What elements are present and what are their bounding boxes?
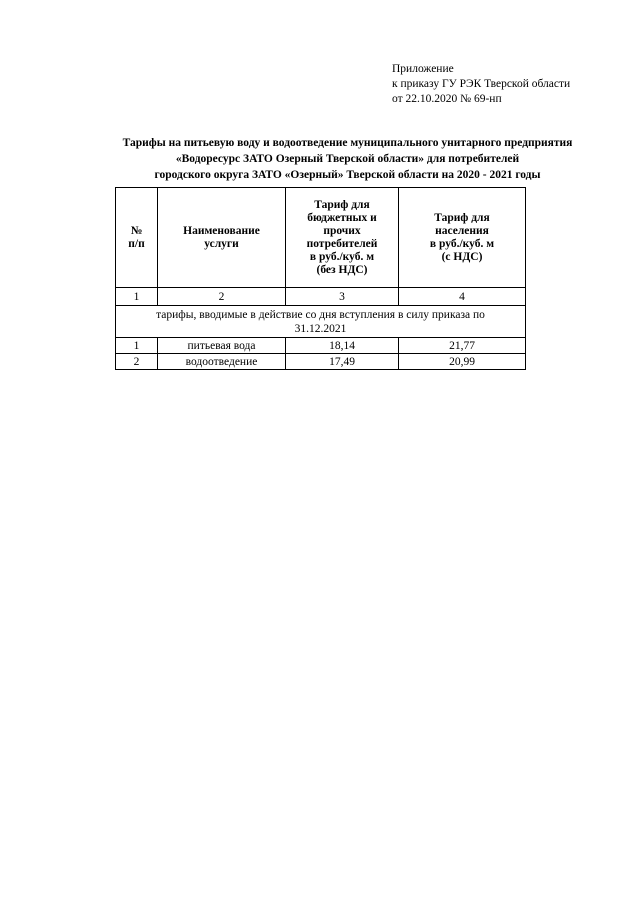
column-number: 4 <box>399 288 526 306</box>
appendix-block <box>392 62 570 107</box>
row-service: водоотведение <box>158 354 286 370</box>
note-row <box>116 306 526 338</box>
appendix-line-2: к приказу ГУ РЭК Тверской области <box>392 78 571 90</box>
column-number: 3 <box>286 288 399 306</box>
header-population-tariff: Тариф для населения в руб./куб. м (с НДС) <box>399 188 526 288</box>
row-budget-tariff: 18,14 <box>286 338 399 354</box>
column-number: 2 <box>158 288 286 306</box>
table-row <box>116 338 526 354</box>
table-header-row <box>116 188 526 288</box>
title-line-1: Тарифы на питьевую воду и водоотведение муниципального унитарного предприятия <box>122 137 573 149</box>
document-title <box>60 135 635 183</box>
column-number: 1 <box>116 288 158 306</box>
tariffs-table <box>115 187 526 370</box>
title-line-3: городского округа ЗАТО «Озерный» Тверской области на 2020 - 2021 годы <box>154 169 541 181</box>
row-num: 1 <box>116 338 158 354</box>
header-num: № п/п <box>116 188 158 288</box>
row-budget-tariff: 17,49 <box>286 354 399 370</box>
appendix-line-3: от 22.10.2020 № 69-нп <box>392 93 502 105</box>
header-service: Наименование услуги <box>158 188 286 288</box>
row-service: питьевая вода <box>158 338 286 354</box>
row-num: 2 <box>116 354 158 370</box>
header-budget-tariff: Тариф для бюджетных и прочих потребителей в руб./куб. м (без НДС) <box>286 188 399 288</box>
column-number-row <box>116 288 526 306</box>
validity-note: тарифы, вводимые в действие со дня вступления в силу приказа по 31.12.2021 <box>116 306 526 338</box>
row-population-tariff: 21,77 <box>399 338 526 354</box>
row-population-tariff: 20,99 <box>399 354 526 370</box>
title-line-2: «Водоресурс ЗАТО Озерный Тверской области» для потребителей <box>175 153 520 165</box>
table-row <box>116 354 526 370</box>
appendix-line-1: Приложение <box>392 63 454 75</box>
